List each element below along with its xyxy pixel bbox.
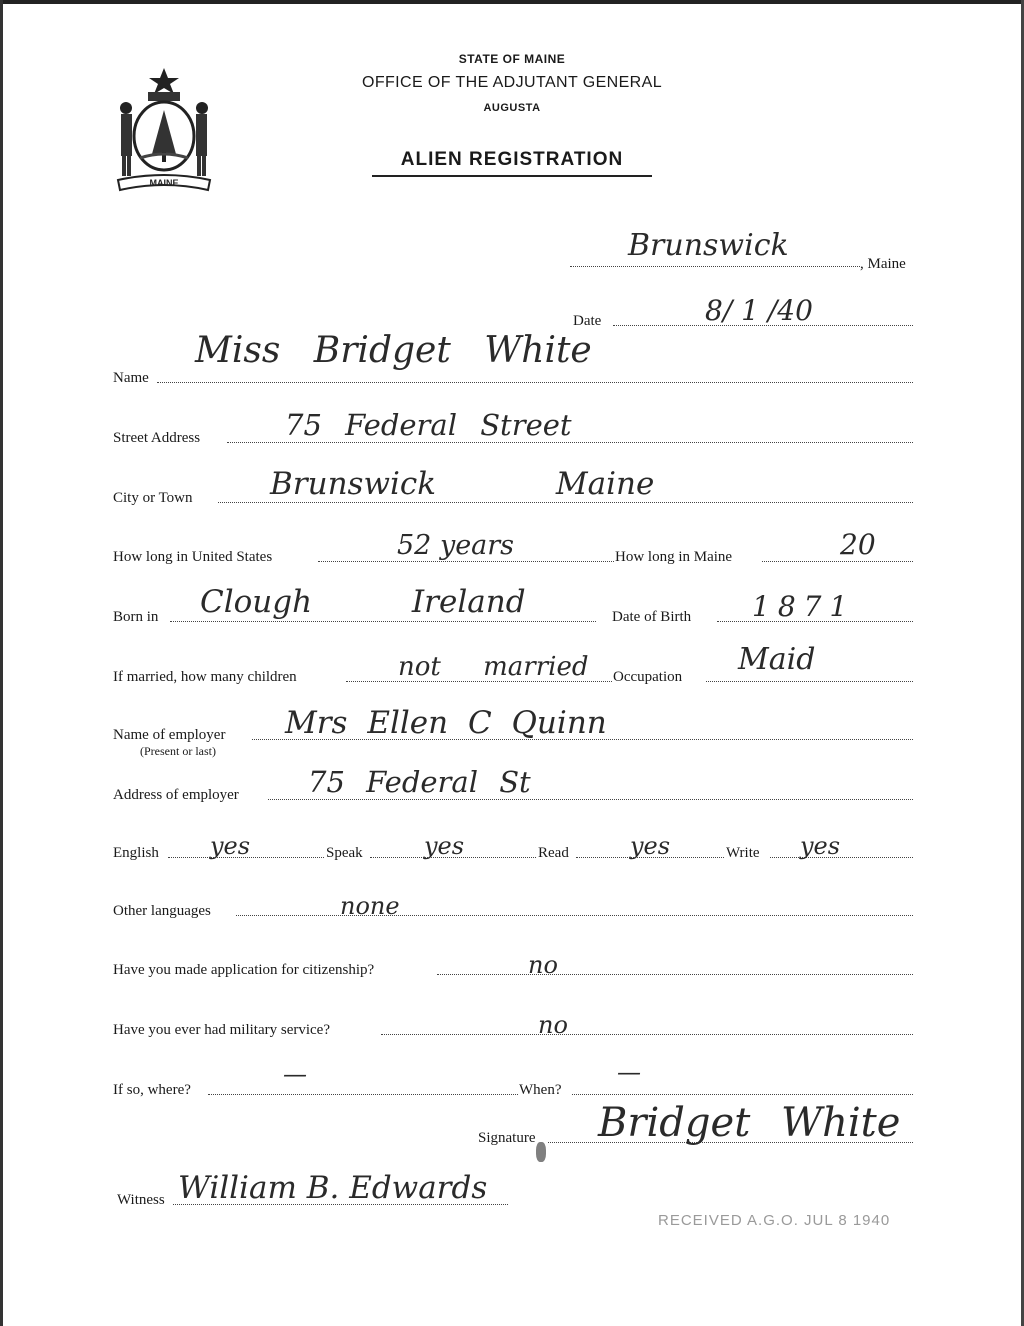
birthplace-label: Born in — [113, 609, 159, 625]
occupation-value[interactable]: Maid — [738, 642, 816, 677]
name-dots — [157, 382, 913, 383]
place-suffix: , Maine — [860, 256, 906, 272]
maine-duration-value[interactable]: 20 — [840, 528, 876, 561]
city-heading: AUGUSTA — [483, 102, 541, 114]
where-label: If so, where? — [113, 1082, 191, 1098]
form-title: ALIEN REGISTRATION — [400, 149, 624, 170]
occupation-dots — [706, 681, 913, 682]
us-duration-dots — [318, 561, 614, 562]
ink-smudge — [536, 1142, 546, 1162]
write-dots — [770, 857, 913, 858]
employer-sublabel: (Present or last) — [140, 744, 216, 758]
date-value[interactable]: 8/ 1 /40 — [705, 294, 813, 327]
place-value[interactable]: Brunswick — [628, 228, 789, 263]
title-underline — [372, 175, 652, 177]
signature-label: Signature — [478, 1130, 536, 1146]
when-label: When? — [519, 1082, 562, 1098]
where-dots — [208, 1094, 518, 1095]
state-heading: STATE OF MAINE — [458, 52, 566, 66]
witness-value[interactable]: William B. Edwards — [178, 1170, 488, 1206]
received-stamp: RECEIVED A.G.O. JUL 8 1940 — [658, 1212, 891, 1229]
occupation-label: Occupation — [613, 669, 683, 685]
citizenship-value[interactable]: no — [528, 951, 558, 979]
signature-value[interactable]: Bridget White — [598, 1100, 901, 1146]
speak-value[interactable]: yes — [424, 832, 465, 860]
children-label: If married, how many children — [113, 669, 297, 685]
maine-duration-label: How long in Maine — [615, 549, 733, 565]
read-label: Read — [538, 845, 569, 861]
when-value[interactable]: — — [617, 1058, 641, 1086]
us-duration-value[interactable]: 52 years — [397, 530, 515, 561]
languages-dots — [236, 915, 913, 916]
birthplace-dots — [170, 621, 596, 622]
name-value[interactable]: Miss Bridget White — [195, 330, 592, 371]
maine-duration-dots — [762, 561, 913, 562]
speak-label: Speak — [326, 845, 363, 861]
city-value[interactable]: Brunswick Maine — [270, 466, 655, 502]
employer-address-label: Address of employer — [113, 787, 239, 803]
english-label: English — [113, 845, 159, 861]
employer-label: Name of employer — [113, 727, 226, 743]
where-value[interactable]: — — [283, 1060, 307, 1088]
write-label: Write — [726, 845, 760, 861]
seal-text: MAINE — [149, 178, 179, 188]
english-value[interactable]: yes — [210, 832, 251, 860]
write-value[interactable]: yes — [800, 832, 841, 860]
city-label: City or Town — [113, 490, 193, 506]
citizenship-label: Have you made application for citizenship? — [113, 962, 375, 978]
office-heading: OFFICE OF THE ADJUTANT GENERAL — [361, 74, 663, 91]
read-value[interactable]: yes — [630, 832, 671, 860]
languages-label: Other languages — [113, 903, 211, 919]
us-duration-label: How long in United States — [113, 549, 273, 565]
military-label: Have you ever had military service? — [113, 1022, 330, 1038]
birth-date-label: Date of Birth — [612, 609, 692, 625]
employer-value[interactable]: Mrs Ellen C Quinn — [285, 705, 607, 741]
military-value[interactable]: no — [538, 1011, 568, 1039]
languages-value[interactable]: none — [340, 892, 400, 920]
street-dots — [227, 442, 913, 443]
citizenship-dots — [437, 974, 913, 975]
name-label: Name — [113, 370, 149, 386]
street-value[interactable]: 75 Federal Street — [285, 408, 572, 442]
military-dots — [381, 1034, 913, 1035]
street-label: Street Address — [113, 430, 201, 446]
witness-label: Witness — [117, 1192, 165, 1208]
children-value[interactable]: not married — [398, 652, 589, 682]
scan-border-left — [0, 0, 3, 1326]
place-dots — [570, 266, 860, 267]
birthplace-value[interactable]: Clough Ireland — [200, 584, 526, 620]
scan-border-top — [0, 0, 1024, 4]
employer-address-dots — [268, 799, 913, 800]
date-label: Date — [573, 313, 602, 329]
employer-address-value[interactable]: 75 Federal St — [308, 765, 531, 799]
city-dots — [218, 502, 913, 503]
birth-date-value[interactable]: 1871 — [752, 590, 856, 623]
when-dots — [572, 1094, 913, 1095]
